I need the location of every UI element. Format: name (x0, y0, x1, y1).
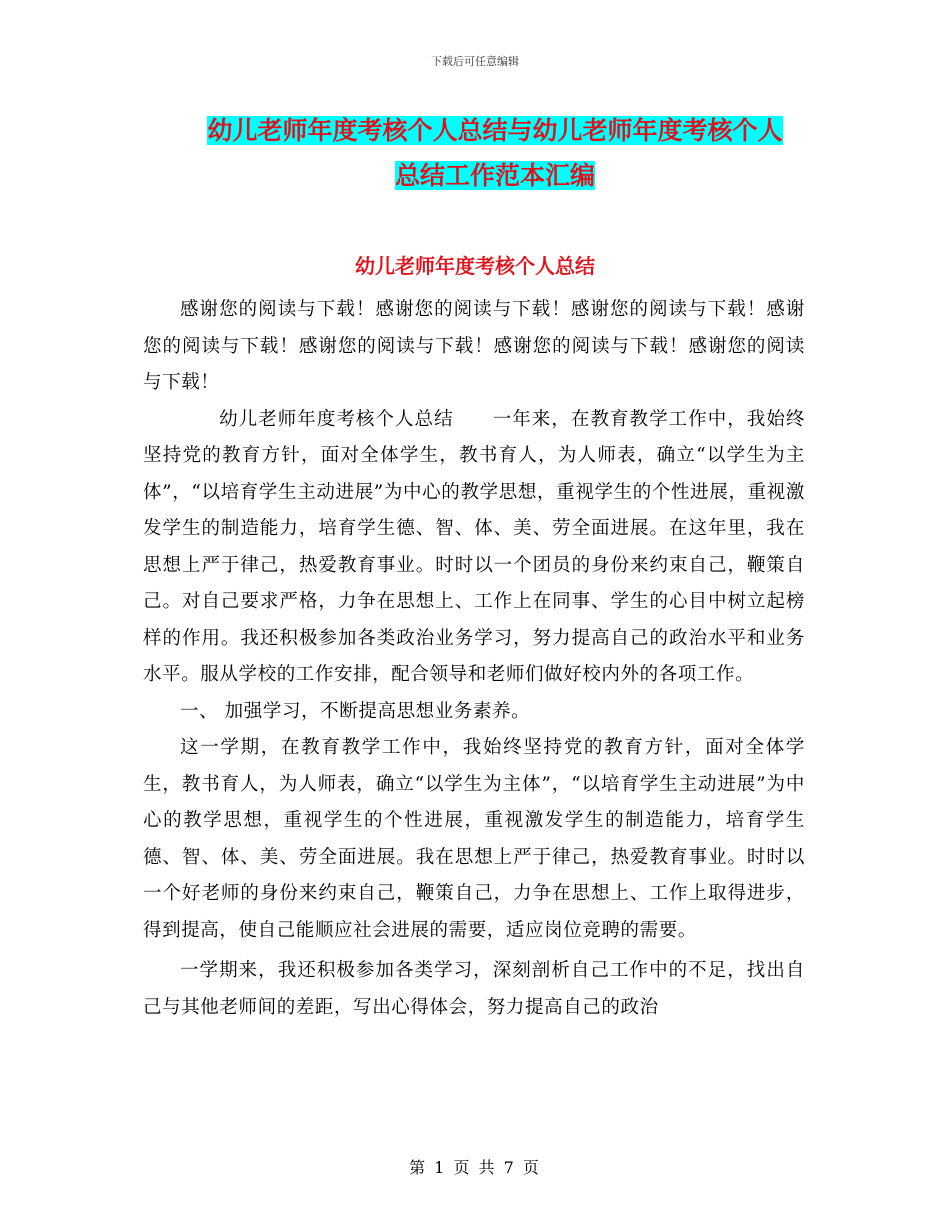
paragraph-thanks: 感谢您的阅读与下载！感谢您的阅读与下载！感谢您的阅读与下载！感谢您的阅读与下载！感谢您的阅读与下载！感谢您的阅读与下载！感谢您的阅读与下载！ (143, 299, 805, 393)
paragraph-intro: 幼儿老师年度考核个人总结 一年来，在教育教学工作中，我始终坚持党的教育方针，面对全体学生，教书育人，为人师表，确立“以学生为主体”，“以培育学生主动进展”为中心的教学思想，重视学生的个性进展，重视激发学生的制造能力，培育学生德、智、体、美、劳全面进展。在这年里，我在思想上严于律己，热爱教育事业。时时以一个团员的身份来约束自己，鞭策自己。对自己要求严格，力争在思想上、工作上在同事、学生的心目中树立起榜样的作用。我还积极参加各类政治业务学习，努力提高自己的政治水平和业务水平。服从学校的工作安排，配合领导和老师们做好校内外的各项工作。 (143, 408, 805, 685)
paragraph-study: 这一学期，在教育教学工作中，我始终坚持党的教育方针，面对全体学生，教书育人，为人师表，确立“以学生为主体”，“以培育学生主动进展”为中心的教学思想，重视学生的个性进展，重视激发学生的制造能力，培育学生德、智、体、美、劳全面进展。我在思想上严于律己，热爱教育事业。时时以一个好老师的身份来约束自己，鞭策自己，力争在思想上、工作上取得进步，得到提高，使自己能顺应社会进展的需要，适应岗位竞聘的需要。 (143, 737, 805, 941)
document-title (150, 108, 840, 198)
page-footer: 第 1 页 共 7 页 (409, 1158, 541, 1177)
title-line-1: 幼儿老师年度考核个人总结与幼儿老师年度考核个人 (207, 116, 783, 145)
section-title: 幼儿老师年度考核个人总结 (355, 254, 595, 278)
page-header: 下载后可任意编辑 (431, 55, 519, 68)
section-heading: 一、 加强学习，不断提高思想业务素养。 (180, 700, 531, 722)
title-line-2: 总结工作范本汇编 (394, 161, 595, 190)
paragraph-learning: 一学期来，我还积极参加各类学习，深刻剖析自己工作中的不足，找出自己与其他老师间的差距，写出心得体会，努力提高自己的政治 (143, 960, 805, 1018)
document-body (143, 292, 805, 1026)
